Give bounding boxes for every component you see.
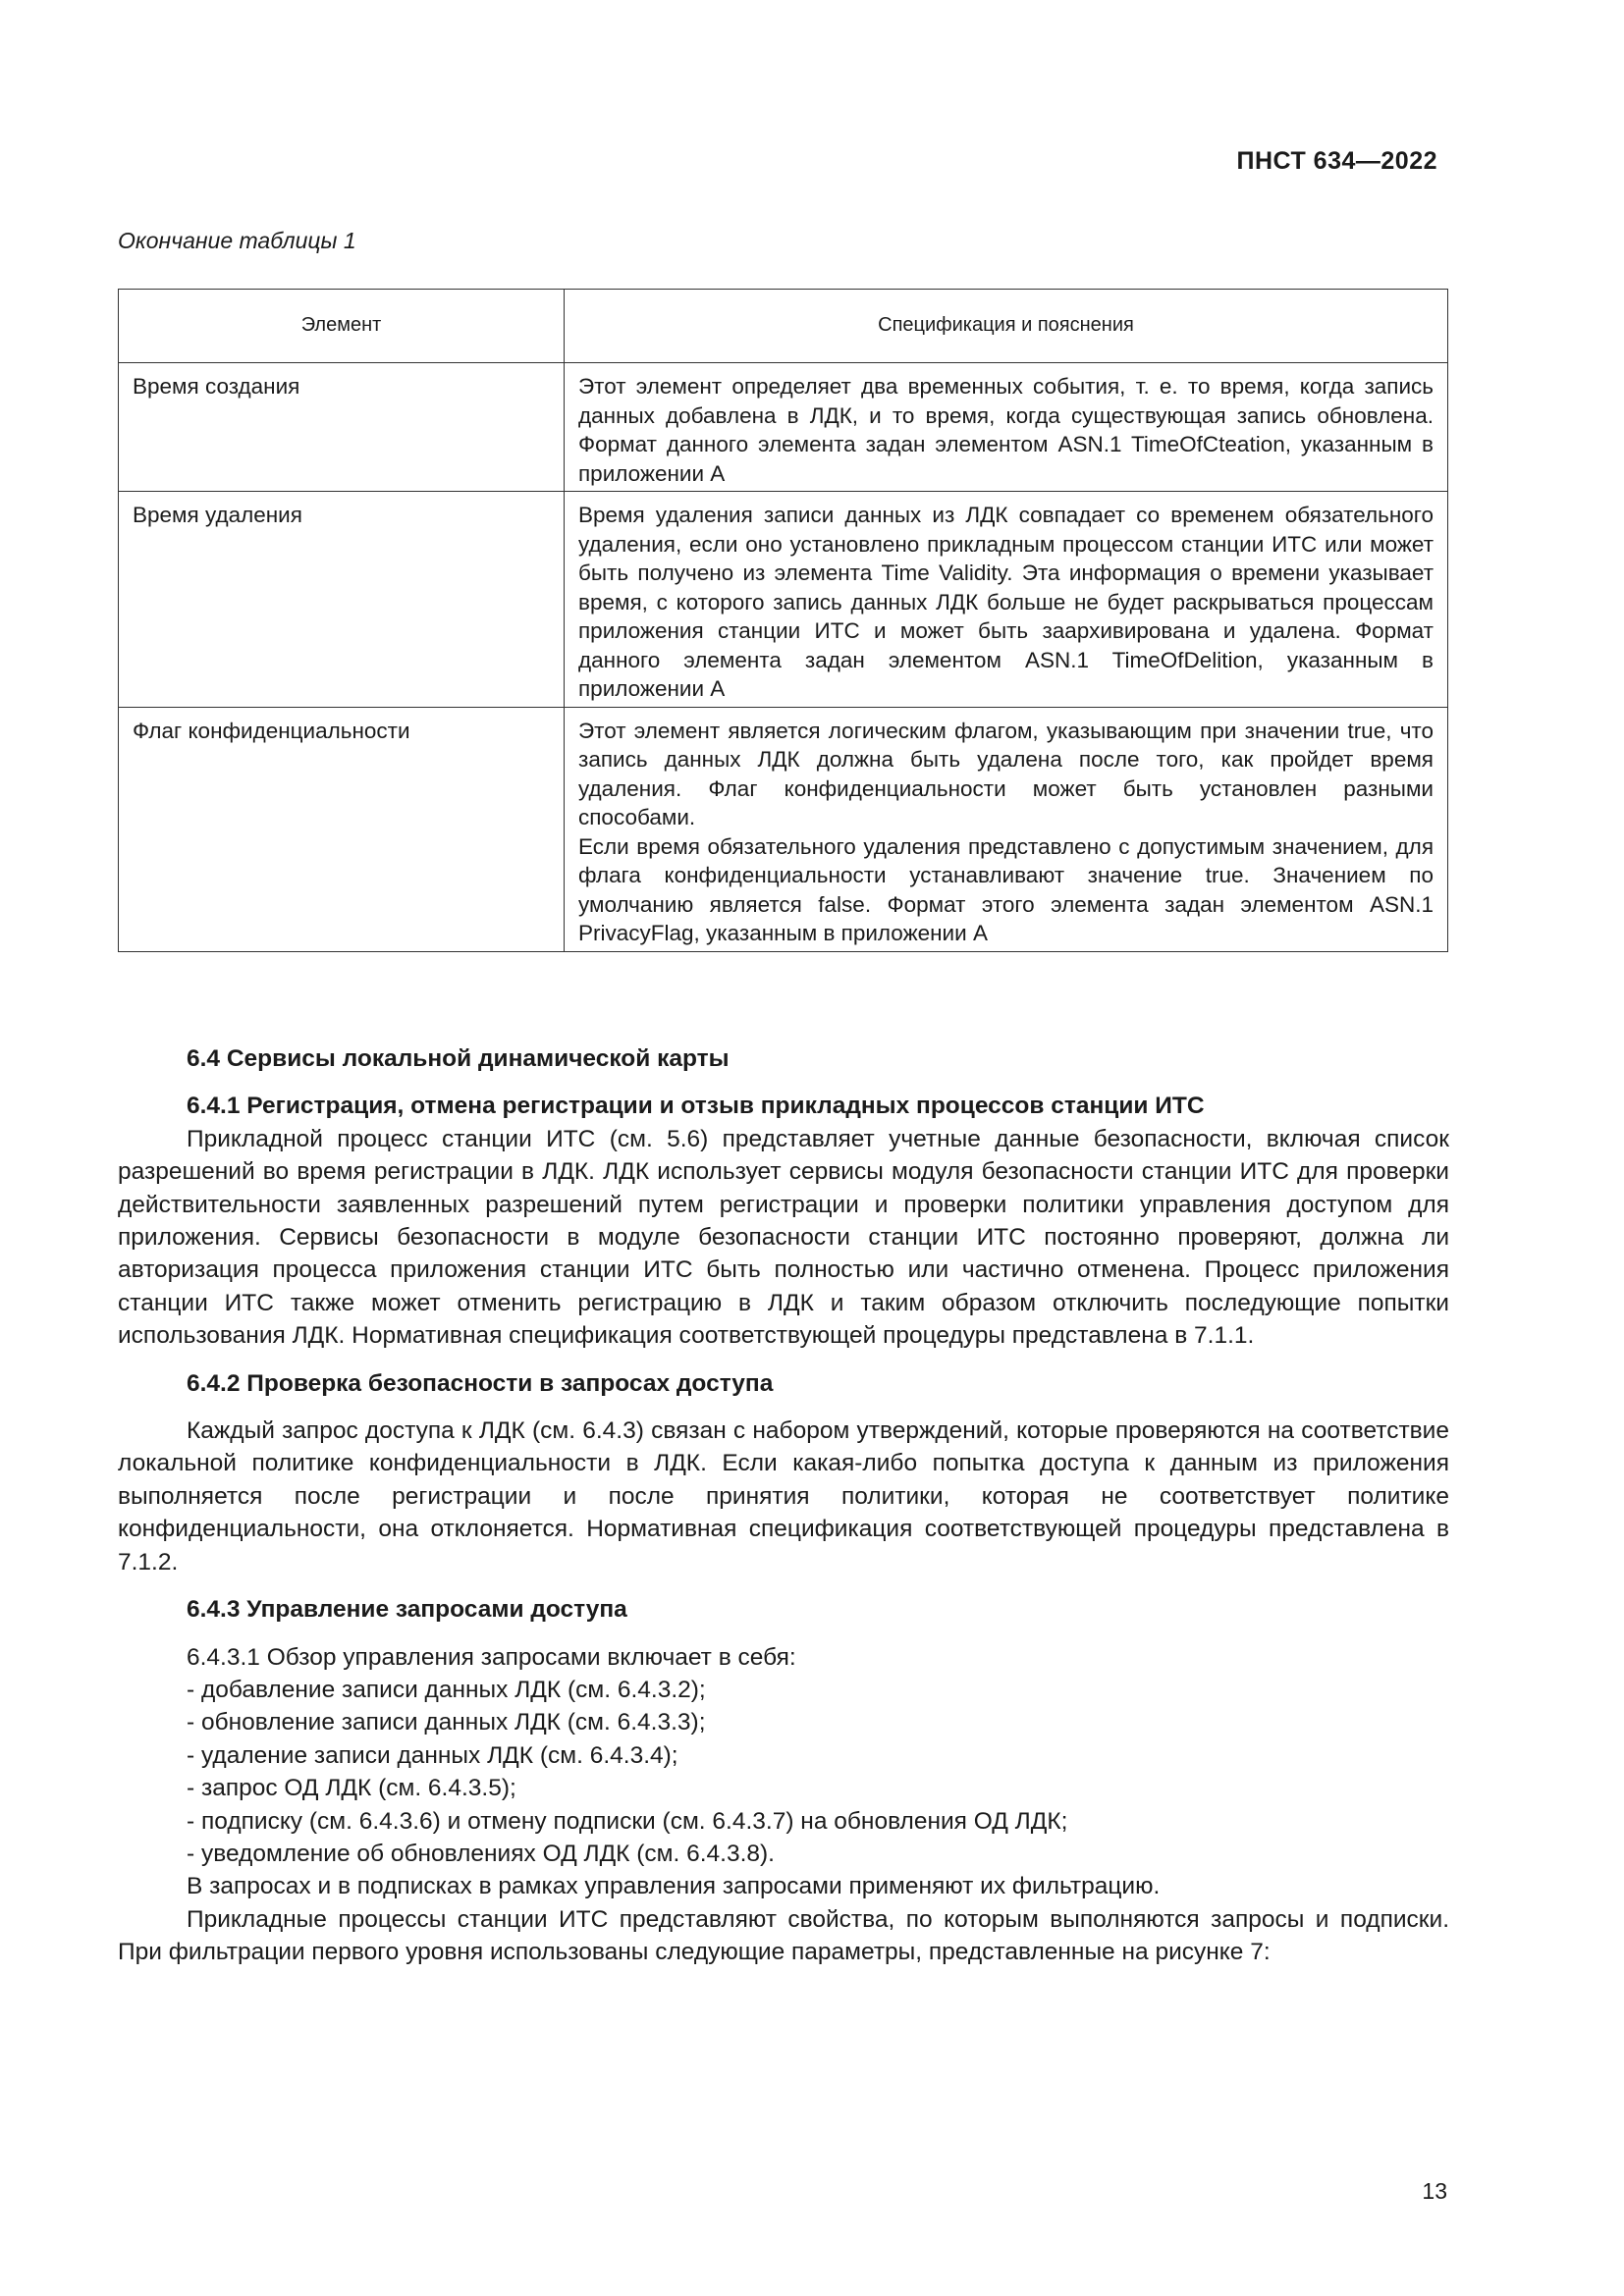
list-item: - удаление записи данных ЛДК (см. 6.4.3.4); xyxy=(187,1741,678,1769)
section-6-4-1-heading: 6.4.1 Регистрация, отмена регистрации и отзыв прикладных процессов станции ИТС xyxy=(187,1093,1205,1120)
row-description-deletion-time: Время удаления записи данных из ЛДК совпадает со временем обязательного удаления, если оно установлено прикладным процессом станции ИТС или может быть получено из элемента Time Validity. Эта информация о времени указывает время, с которого запись данных ЛДК больше не будет раскрываться процессам приложения станции ИТС и может быть заархивирована и удалена. Формат данного элемента задан элементом ASN.1 TimeOfDelition, указанным в приложении А xyxy=(565,492,1448,708)
row-description-privacy-flag xyxy=(565,707,1448,951)
table-header-row xyxy=(119,290,1448,363)
list-item: - обновление записи данных ЛДК (см. 6.4.3.3); xyxy=(187,1709,706,1736)
list-item: - добавление записи данных ЛДК (см. 6.4.3.2); xyxy=(187,1676,706,1703)
section-6-4-heading: 6.4 Сервисы локальной динамической карты xyxy=(187,1045,730,1072)
table-row xyxy=(119,363,1448,492)
section-6-4-2-heading: 6.4.2 Проверка безопасности в запросах доступа xyxy=(187,1369,774,1397)
row-element-deletion-time: Время удаления xyxy=(119,492,565,708)
access-management-list xyxy=(118,1674,1449,1870)
page-number: 13 xyxy=(1422,2178,1447,2204)
row-description-creation-time: Этот элемент определяет два временных события, т. е. то время, когда запись данных добавлена в ЛДК, и то время, когда существующая запись обновлена. Формат данного элемента задан элементом ASN.1 TimeOfCteation, указанным в приложении А xyxy=(565,363,1448,492)
row-element-creation-time: Время создания xyxy=(119,363,565,492)
table-caption: Окончание таблицы 1 xyxy=(118,228,356,253)
document-code: ПНСТ 634—2022 xyxy=(1236,147,1437,175)
section-6-4-3-heading: 6.4.3 Управление запросами доступа xyxy=(187,1596,627,1624)
column-header-spec: Спецификация и пояснения xyxy=(565,290,1448,363)
list-item: - уведомление об обновлениях ОД ЛДК (см. 6.4.3.8). xyxy=(187,1840,775,1867)
spec-table xyxy=(118,289,1448,952)
privacy-flag-paragraph-1: Этот элемент является логическим флагом, указывающим при значении true, что запись данных ЛДК должна быть удалена после того, как пройдет время удаления. Флаг конфиденциальности может быть установлен разными способами. xyxy=(578,718,1434,829)
list-item: - подписку (см. 6.4.3.6) и отмену подписки (см. 6.4.3.7) на обновления ОД ЛДК; xyxy=(187,1807,1068,1835)
filter-text: В запросах и в подписках в рамках управления запросами применяют их фильтрацию. xyxy=(187,1873,1161,1900)
section-6-4-2-text: Каждый запрос доступа к ЛДК (см. 6.4.3) связан с набором утверждений, которые проверяются на соответствие локальной политике конфиденциальности в ЛДК. Если какая-либо попытка доступа к данным из приложения выполняется после регистрации и после принятия политики, которая не соответствует политике конфиденциальности, она отклоняется. Нормативная спецификация соответствующей процедуры представлена в 7.1.2. xyxy=(118,1417,1449,1575)
section-6-4-3-1-intro: 6.4.3.1 Обзор управления запросами включает в себя: xyxy=(187,1643,796,1671)
privacy-flag-paragraph-2: Если время обязательного удаления представлено с допустимым значением, для флага конфиденциальности устанавливают значение true. Значением по умолчанию является false. Формат этого элемента задан элементом ASN.1 PrivacyFlag, указанным в приложении А xyxy=(578,833,1434,945)
list-item: - запрос ОД ЛДК (см. 6.4.3.5); xyxy=(187,1775,516,1802)
column-header-element: Элемент xyxy=(119,290,565,363)
table-row xyxy=(119,492,1448,708)
section-6-4-1-text: Прикладной процесс станции ИТС (см. 5.6) представляет учетные данные безопасности, включая список разрешений во время регистрации в ЛДК. ЛДК использует сервисы модуля безопасности станции ИТС для проверки действительности заявленных разрешений путем регистрации и проверки политики управления доступом для приложения. Сервисы безопасности в модуле безопасности станции ИТС постоянно проверяют, должна ли авторизация процесса приложения станции ИТС быть полностью или частично отменена. Процесс приложения станции ИТС также может отменить регистрацию в ЛДК и таким образом отключить последующие попытки использования ЛДК. Нормативная спецификация соответствующей процедуры представлена в 7.1.1. xyxy=(118,1125,1449,1350)
filter-parameters-text: Прикладные процессы станции ИТС представляют свойства, по которым выполняются запросы и подписки. При фильтрации первого уровня использованы следующие параметры, представленные на рисунке 7: xyxy=(118,1905,1449,1966)
document-body xyxy=(118,1042,1449,1969)
row-element-privacy-flag: Флаг конфиденциальности xyxy=(119,707,565,951)
table-row xyxy=(119,707,1448,951)
